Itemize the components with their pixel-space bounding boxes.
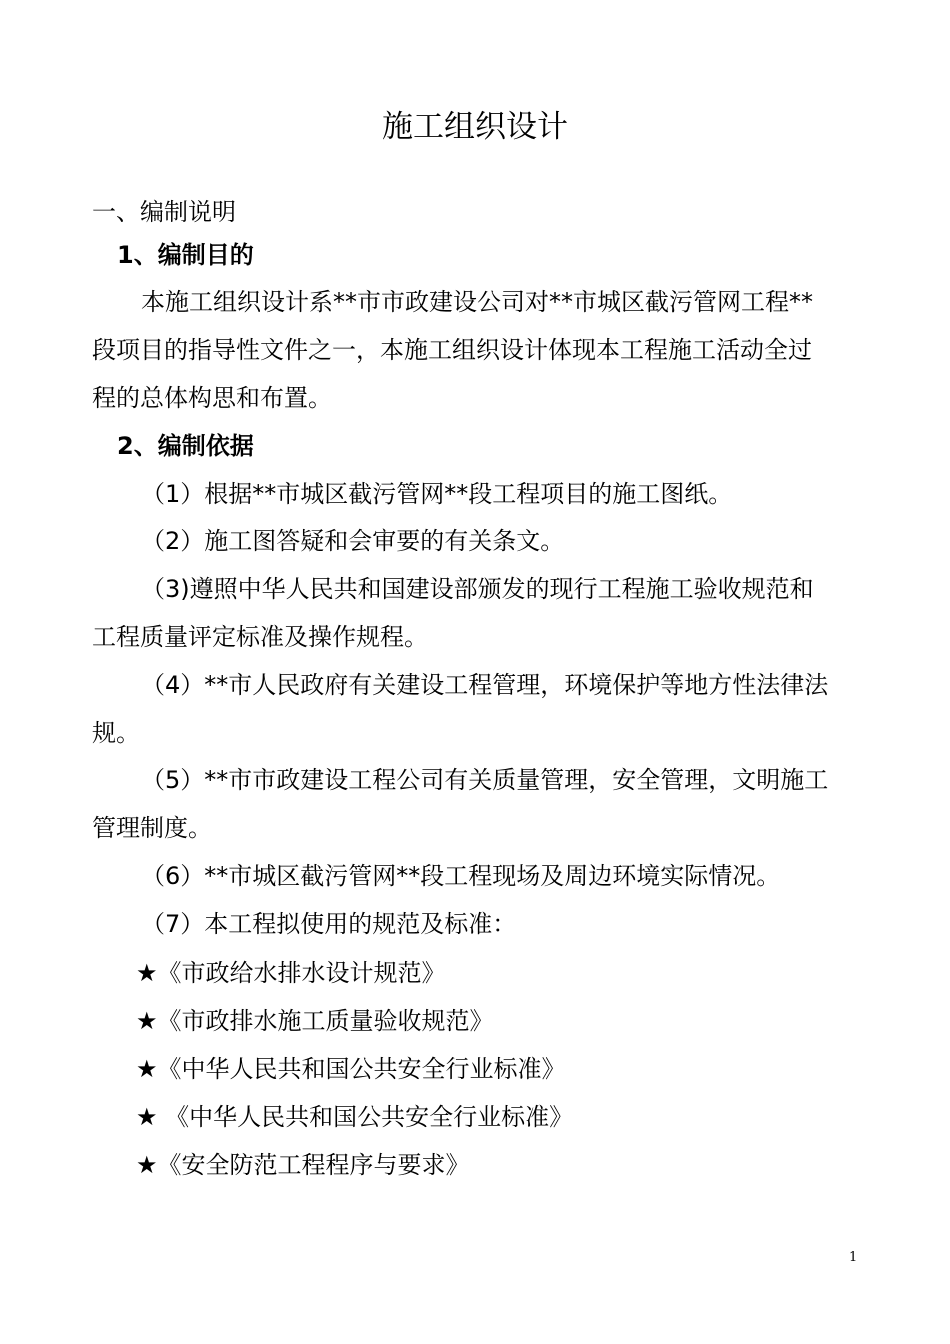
basis-item-continuation: 工程质量评定标准及操作规程。 bbox=[92, 623, 428, 651]
paragraph-line: 本施工组织设计系**市市政建设公司对**市城区截污管网工程** bbox=[141, 288, 813, 316]
page-title: 施工组织设计 bbox=[382, 109, 568, 145]
standard-list-item: ★《安全防范工程程序与要求》 bbox=[136, 1151, 470, 1179]
subsection-heading-basis: 2、编制依据 bbox=[117, 432, 254, 460]
paragraph-line: 程的总体构思和布置。 bbox=[92, 384, 332, 412]
subsection-heading-purpose: 1、编制目的 bbox=[117, 241, 254, 269]
basis-item-continuation: 管理制度。 bbox=[92, 814, 212, 842]
standard-list-item: ★《中华人民共和国公共安全行业标准》 bbox=[136, 1055, 566, 1083]
basis-item: （5）**市市政建设工程公司有关质量管理，安全管理，文明施工 bbox=[141, 766, 829, 794]
basis-item: （7）本工程拟使用的规范及标准： bbox=[141, 910, 517, 938]
basis-item: （4）**市人民政府有关建设工程管理，环境保护等地方性法律法 bbox=[141, 671, 829, 699]
basis-item: （6）**市城区截污管网**段工程现场及周边环境实际情况。 bbox=[141, 862, 781, 890]
basis-item: （2）施工图答疑和会审要的有关条文。 bbox=[141, 527, 565, 555]
section-heading: 一、编制说明 bbox=[92, 198, 236, 226]
standard-list-item: ★《市政排水施工质量验收规范》 bbox=[136, 1007, 494, 1035]
standard-list-item: ★《市政给水排水设计规范》 bbox=[136, 959, 446, 987]
basis-item: （1）根据**市城区截污管网**段工程项目的施工图纸。 bbox=[141, 480, 733, 508]
standard-list-item: ★ 《中华人民共和国公共安全行业标准》 bbox=[136, 1103, 574, 1131]
page-number: 1 bbox=[849, 1250, 858, 1265]
paragraph-line: 段项目的指导性文件之一，本施工组织设计体现本工程施工活动全过 bbox=[92, 336, 812, 364]
basis-item-continuation: 规。 bbox=[92, 719, 140, 747]
basis-item: （3)遵照中华人民共和国建设部颁发的现行工程施工验收规范和 bbox=[141, 575, 814, 603]
